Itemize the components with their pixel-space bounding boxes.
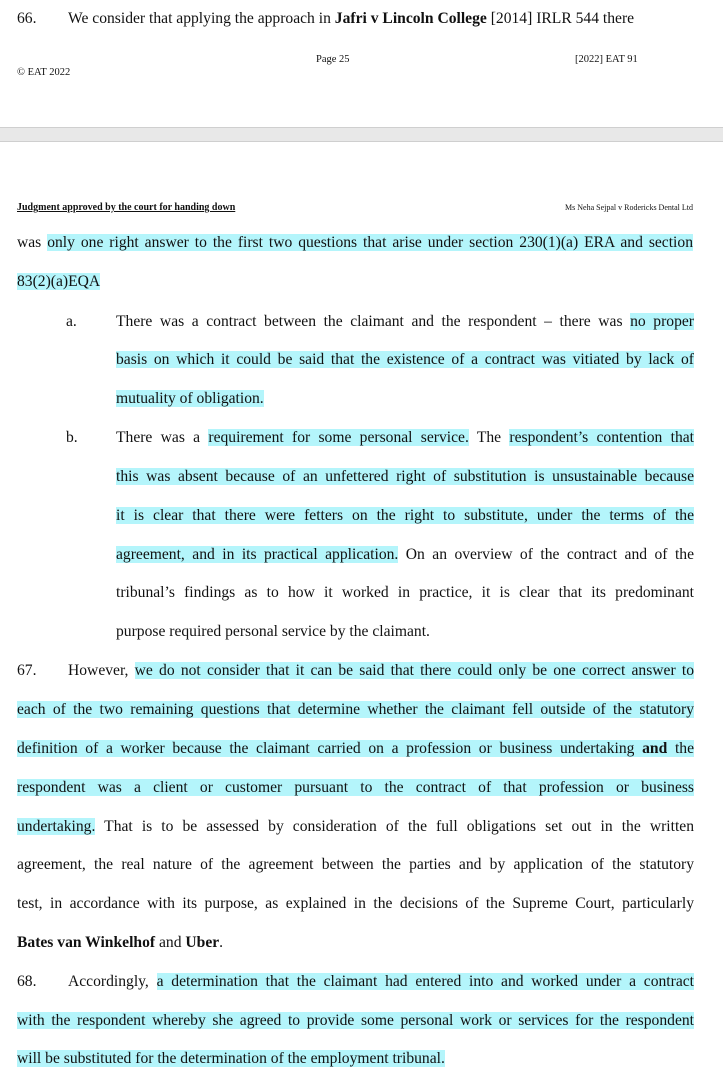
text-run: We consider that applying the approach in	[68, 10, 335, 27]
text-run: Accordingly,	[68, 973, 157, 990]
body-line	[17, 1012, 694, 1030]
body-line	[116, 546, 694, 564]
text-run: That is to be assessed by consideration of the full obligations set out in the written	[95, 818, 694, 835]
body-line	[17, 1050, 445, 1068]
text-run: The	[468, 429, 510, 446]
header-case-title: Ms Neha Sejpal v Rodericks Dental Ltd	[565, 203, 693, 212]
case-name: Uber	[185, 934, 220, 951]
case-name: Bates van Winkelhof	[17, 934, 156, 951]
paragraph-66-opening-line	[68, 10, 634, 28]
paragraph-number-67: 67.	[17, 662, 37, 679]
highlighted-text: no proper	[630, 313, 694, 330]
highlighted-text: a determination that the claimant had entered into and worked under a contract	[156, 973, 694, 990]
body-line	[116, 468, 694, 486]
body-line	[17, 779, 694, 797]
highlighted-text: each of the two remaining questions that determine whether the claimant fell outside of the statutory	[17, 701, 694, 718]
highlighted-text: basis on which it could be said that the existence of a contract was vitiated by lack of	[116, 351, 694, 368]
subparagraph-label-a: a.	[66, 313, 77, 330]
highlighted-text: undertaking.	[17, 818, 96, 835]
body-line: agreement, the real nature of the agreement between the parties and by application of the statutory	[17, 856, 694, 873]
case-name: Jafri v Lincoln College	[334, 10, 487, 27]
body-line	[17, 701, 694, 719]
footer-page-number: Page 25	[316, 54, 350, 65]
highlighted-text: respondent’s contention that	[509, 429, 695, 446]
body-line	[116, 429, 694, 447]
body-line	[116, 390, 264, 408]
highlighted-text: we do not consider that it can be said that there could only be one correct answer to	[134, 662, 694, 679]
highlighted-text: the	[667, 740, 694, 757]
highlighted-text: this was absent because of an unfettered right of substitution is unsustainable because	[116, 468, 694, 485]
highlighted-text: with the respondent whereby she agreed to provide some personal work or services for the respondent	[17, 1012, 694, 1029]
body-line	[17, 818, 694, 836]
header-judgment-label: Judgment approved by the court for handing down	[17, 202, 236, 213]
highlighted-text: agreement, and in its practical application.	[116, 546, 399, 563]
highlighted-text: definition of a worker because the claimant carried on a profession or business undertaking	[17, 740, 635, 757]
body-line	[116, 313, 694, 331]
text-run: On an overview of the contract and of the	[398, 546, 694, 563]
text-run: There was a	[116, 429, 209, 446]
highlighted-text: only one right answer to the first two questions that arise under section 230(1)(a) ERA and section	[47, 234, 693, 251]
text-run: There was a contract between the claimant and the respondent – there was	[116, 313, 631, 330]
body-line	[116, 351, 694, 369]
text-run: .	[219, 934, 224, 951]
highlighted-text: it is clear that there were fetters on the right to substitute, under the terms of the	[116, 507, 694, 524]
body-line	[17, 273, 100, 291]
body-line	[68, 662, 694, 680]
highlighted-text: 83(2)(a)EQA	[17, 273, 101, 290]
text-run: [2014] IRLR 544 there	[486, 10, 635, 27]
paragraph-number-66: 66.	[17, 10, 37, 27]
body-line	[17, 234, 693, 252]
highlighted-text: respondent was a client or customer pursuant to the contract of that profession or business	[17, 779, 694, 796]
subparagraph-label-b: b.	[66, 429, 78, 446]
body-line	[17, 934, 223, 952]
paragraph-number-68: 68.	[17, 973, 37, 990]
text-run: However,	[68, 662, 135, 679]
text-run: was	[17, 234, 48, 251]
text-run	[634, 740, 642, 757]
body-line	[116, 507, 694, 525]
footer-citation: [2022] EAT 91	[575, 54, 638, 65]
body-line	[68, 973, 694, 991]
highlighted-text: will be substituted for the determination of the employment tribunal.	[17, 1050, 445, 1067]
highlighted-text: mutuality of obligation.	[116, 390, 264, 407]
body-line: purpose required personal service by the claimant.	[116, 623, 430, 640]
body-line	[17, 740, 694, 758]
footer-copyright: © EAT 2022	[17, 67, 71, 78]
body-line: tribunal’s findings as to how it worked in practice, it is clear that its predominant	[116, 584, 694, 601]
page-separator	[0, 127, 723, 142]
text-run: and	[155, 934, 186, 951]
body-line: test, in accordance with its purpose, as explained in the decisions of the Supreme Court, particularly	[17, 895, 694, 912]
bold-emphasis: and	[642, 740, 668, 757]
highlighted-text: requirement for some personal service.	[208, 429, 469, 446]
